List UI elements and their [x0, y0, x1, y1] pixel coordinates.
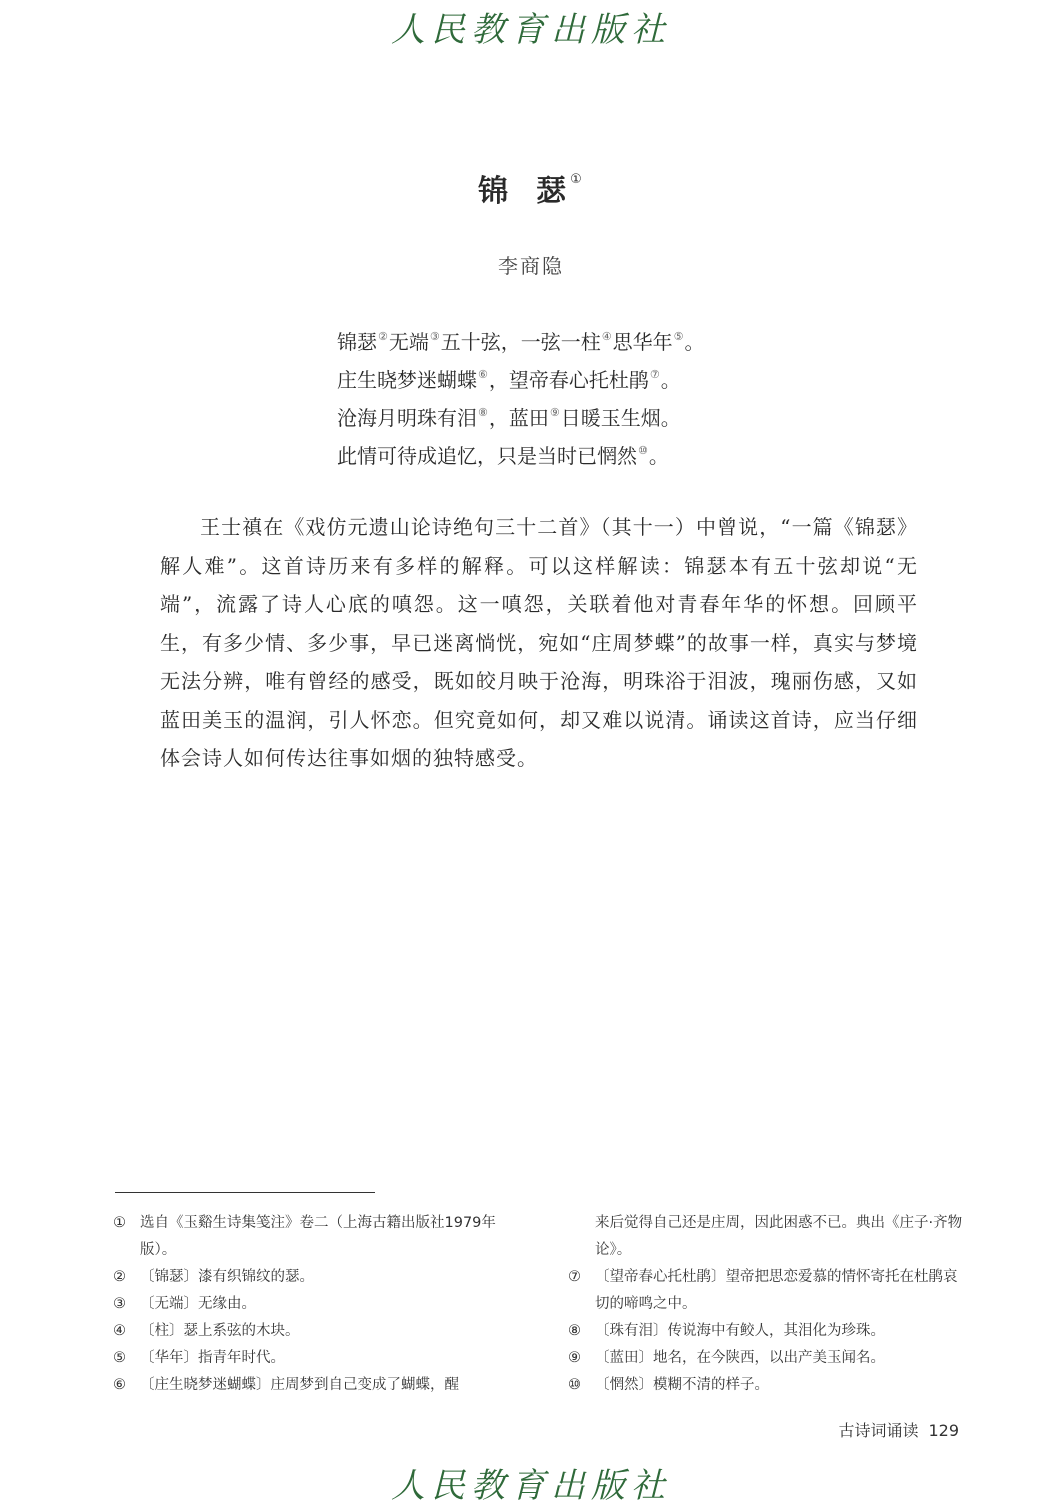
footnote: [113, 1264, 513, 1291]
poem-line: [337, 432, 705, 470]
footnote-number: ⑧: [568, 1323, 581, 1339]
poem-text: 。: [648, 444, 669, 468]
poem-text: 日暖玉生烟。: [560, 406, 681, 430]
footnote-number: ④: [113, 1323, 126, 1339]
footnote: [113, 1372, 513, 1399]
footnote-divider: [115, 1192, 375, 1193]
footnote-number: ⑥: [113, 1377, 126, 1393]
footnote: [568, 1372, 968, 1399]
footnote-text: 选自《玉谿生诗集笺注》卷二（上海古籍出版社1979年版）。: [140, 1215, 496, 1258]
footnote-text: 〔锦瑟〕漆有织锦纹的瑟。: [140, 1269, 314, 1285]
footnote: [568, 1345, 968, 1372]
publisher-watermark-top: 人民教育出版社: [391, 10, 671, 50]
title-note-mark: ①: [570, 172, 584, 187]
poem-author: 李商隐: [498, 254, 564, 278]
poem-text: ，望帝春心托杜鹃: [488, 368, 649, 392]
essay-paragraph: 王士禛在《戏仿元遗山论诗绝句三十二首》（其十一）中曾说，“一篇《锦瑟》解人难”。这首诗历来有多样的解释。可以这样解读：锦瑟本有五十弦却说“无端”，流露了诗人心底的嗔怨。这一嗔怨，关联着他对青春年华的怀想。回顾平生，有多少情、多少事，早已迷离惝恍，宛如“庄周梦蝶”的故事一样，真实与梦境无法分辨，唯有曾经的感受，既如皎月映于沧海，明珠浴于泪波，瑰丽伤感，又如蓝田美玉的温润，引人怀恋。但究竟如何，却又难以说清。诵读这首诗，应当仔细体会诗人如何传达往事如烟的独特感受。: [160, 515, 918, 770]
poem-text: 无端: [388, 330, 429, 354]
poem-note-mark: ⑥: [478, 368, 488, 381]
poem-text: 沧海月明珠有泪: [337, 406, 477, 430]
poem-text: 。: [684, 330, 705, 354]
poem-text: 庄生晓梦迷蝴蝶: [337, 368, 477, 392]
footnote-number: ⑩: [568, 1377, 581, 1393]
poem-text: 锦瑟: [337, 330, 377, 354]
poem-text: 。: [660, 368, 681, 392]
page-footer: [838, 1418, 959, 1441]
footnote-number: ⑦: [568, 1269, 581, 1285]
poem-note-mark: ⑨: [549, 406, 560, 419]
poem-body: [337, 318, 705, 470]
footnote-number: ①: [113, 1215, 126, 1231]
footnote: [113, 1210, 513, 1264]
footnote-text: 〔柱〕瑟上系弦的木块。: [140, 1323, 300, 1339]
poem-note-mark: ⑩: [638, 444, 648, 457]
footnote-text: 〔华年〕指青年时代。: [140, 1350, 285, 1366]
footnote-continuation: 来后觉得自己还是庄周，因此困惑不已。典出《庄子·齐物论》。: [595, 1215, 963, 1258]
footnote-number: ③: [113, 1296, 126, 1312]
title-char-1: 锦: [478, 174, 511, 209]
poem-text: ，蓝田: [488, 406, 549, 430]
poem-note-mark: ②: [378, 330, 388, 343]
poem-text: 此情可待成追忆，只是当时已惘然: [337, 444, 637, 468]
page-number: 129: [928, 1421, 959, 1440]
footnote-number: ⑨: [568, 1350, 581, 1366]
footnote-number: ②: [113, 1269, 126, 1285]
footnote: [113, 1291, 513, 1318]
footnotes-left-column: [113, 1210, 513, 1399]
footnote: [568, 1264, 968, 1318]
footnote-number: ⑤: [113, 1350, 126, 1366]
poem-note-mark: ⑤: [673, 330, 684, 343]
poem-note-mark: ⑦: [649, 368, 660, 381]
footnote-text: 〔无端〕无缘由。: [140, 1296, 256, 1312]
footer-section: 古诗词诵读: [838, 1421, 919, 1440]
footnote-text: 〔珠有泪〕传说海中有鲛人，其泪化为珍珠。: [595, 1323, 885, 1339]
poem-line: [337, 356, 705, 394]
title-char-2: 瑟: [536, 174, 569, 209]
footnote-text: 〔蓝田〕地名，在今陕西，以出产美玉闻名。: [595, 1350, 885, 1366]
poem-line: [337, 318, 705, 356]
poem-line: [337, 394, 705, 432]
footnotes-right-column: [568, 1210, 968, 1399]
poem-note-mark: ⑧: [478, 406, 488, 419]
poem-text: 思华年: [612, 330, 673, 354]
footnote: [113, 1345, 513, 1372]
poem-note-mark: ④: [601, 330, 612, 343]
footnote-text: 〔惘然〕模糊不清的样子。: [595, 1377, 769, 1393]
footnote-text: 〔望帝春心托杜鹃〕望帝把思恋爱慕的情怀寄托在杜鹃哀切的啼鸣之中。: [595, 1269, 958, 1312]
publisher-watermark-bottom: 人民教育出版社: [391, 1466, 671, 1506]
poem-text: 五十弦，一弦一柱: [440, 330, 601, 354]
poem-title: [0, 166, 1062, 210]
poem-note-mark: ③: [429, 330, 440, 343]
footnote: [113, 1318, 513, 1345]
footnote-text: 〔庄生晓梦迷蝴蝶〕庄周梦到自己变成了蝴蝶，醒: [140, 1377, 459, 1393]
footnote: [568, 1318, 968, 1345]
